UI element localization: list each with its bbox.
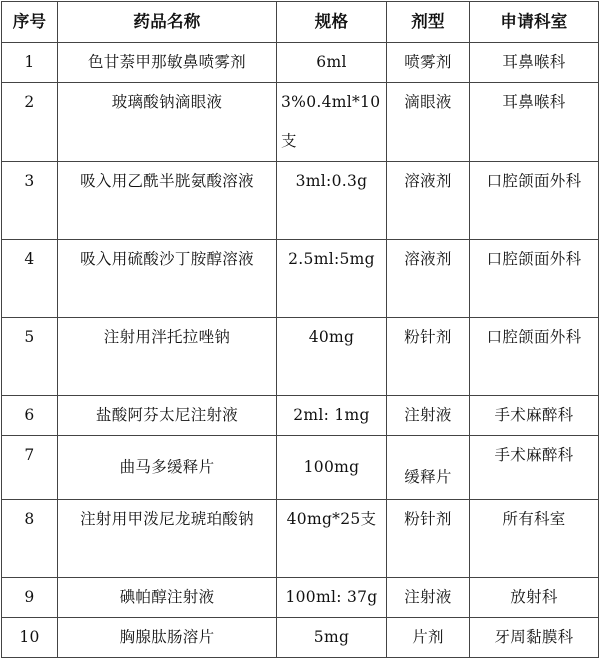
row-department: 口腔颌面外科 — [470, 318, 599, 396]
row-department: 口腔颌面外科 — [470, 162, 599, 240]
row-no: 6 — [2, 396, 58, 436]
row-drug-name: 吸入用乙酰半胱氨酸溶液 — [58, 162, 277, 240]
row-no: 5 — [2, 318, 58, 396]
row-spec: 100ml: 37g — [277, 578, 387, 618]
row-dosage-form: 缓释片 — [387, 436, 470, 500]
header-department: 申请科室 — [470, 2, 599, 43]
row-department: 耳鼻喉科 — [470, 83, 599, 162]
row-drug-name: 注射用泮托拉唑钠 — [58, 318, 277, 396]
table-row — [2, 436, 599, 500]
row-dosage-form: 片剂 — [387, 618, 470, 658]
table-header-row — [2, 2, 599, 43]
row-spec: 40mg*25支 — [277, 500, 387, 578]
row-spec: 6ml — [277, 43, 387, 83]
row-department: 耳鼻喉科 — [470, 43, 599, 83]
row-drug-name: 注射用甲泼尼龙琥珀酸钠 — [58, 500, 277, 578]
row-no: 3 — [2, 162, 58, 240]
row-dosage-form: 注射液 — [387, 396, 470, 436]
row-dosage-form: 粉针剂 — [387, 500, 470, 578]
row-department: 手术麻醉科 — [470, 436, 599, 500]
header-no: 序号 — [2, 2, 58, 43]
drug-application-table — [1, 1, 599, 658]
row-no: 9 — [2, 578, 58, 618]
table-row — [2, 578, 599, 618]
row-dosage-form: 粉针剂 — [387, 318, 470, 396]
row-drug-name: 胸腺肽肠溶片 — [58, 618, 277, 658]
row-department: 口腔颌面外科 — [470, 240, 599, 318]
table-row — [2, 500, 599, 578]
header-drug-name: 药品名称 — [58, 2, 277, 43]
row-department: 手术麻醉科 — [470, 396, 599, 436]
table-row — [2, 618, 599, 658]
row-drug-name: 曲马多缓释片 — [58, 436, 277, 500]
row-spec: 3ml:0.3g — [277, 162, 387, 240]
row-spec: 2ml: 1mg — [277, 396, 387, 436]
row-spec: 2.5ml:5mg — [277, 240, 387, 318]
row-no: 1 — [2, 43, 58, 83]
row-drug-name: 色甘萘甲那敏鼻喷雾剂 — [58, 43, 277, 83]
row-dosage-form: 注射液 — [387, 578, 470, 618]
row-spec: 100mg — [277, 436, 387, 500]
row-no: 10 — [2, 618, 58, 658]
row-drug-name: 玻璃酸钠滴眼液 — [58, 83, 277, 162]
row-no: 4 — [2, 240, 58, 318]
table-row — [2, 396, 599, 436]
header-dosage-form: 剂型 — [387, 2, 470, 43]
table-row — [2, 83, 599, 162]
row-spec: 3%0.4ml*10支 — [277, 83, 387, 162]
row-department: 所有科室 — [470, 500, 599, 578]
row-spec: 40mg — [277, 318, 387, 396]
row-drug-name: 吸入用硫酸沙丁胺醇溶液 — [58, 240, 277, 318]
table-row — [2, 318, 599, 396]
row-department: 牙周黏膜科 — [470, 618, 599, 658]
row-no: 8 — [2, 500, 58, 578]
row-dosage-form: 溶液剂 — [387, 162, 470, 240]
row-no: 2 — [2, 83, 58, 162]
row-spec: 5mg — [277, 618, 387, 658]
row-no: 7 — [2, 436, 58, 500]
header-spec: 规格 — [277, 2, 387, 43]
row-dosage-form: 滴眼液 — [387, 83, 470, 162]
row-drug-name: 碘帕醇注射液 — [58, 578, 277, 618]
row-dosage-form: 喷雾剂 — [387, 43, 470, 83]
table-row — [2, 43, 599, 83]
row-department: 放射科 — [470, 578, 599, 618]
row-drug-name: 盐酸阿芬太尼注射液 — [58, 396, 277, 436]
table-row — [2, 240, 599, 318]
table-row — [2, 162, 599, 240]
row-dosage-form: 溶液剂 — [387, 240, 470, 318]
